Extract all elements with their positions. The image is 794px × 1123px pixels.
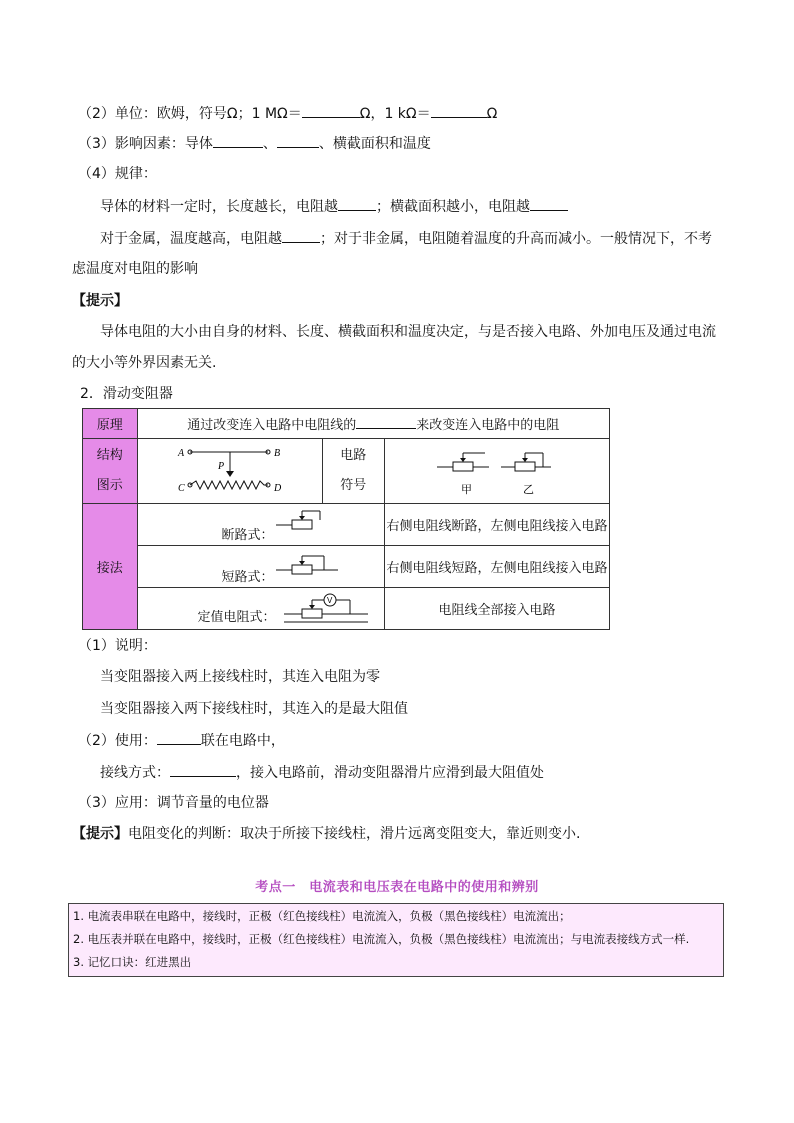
terminal-d: D — [273, 483, 281, 494]
hint-text-2: 的大小等外界因素无关. — [72, 355, 217, 371]
circuit-symbol-diagram — [385, 439, 609, 499]
tip-item-1: 1. 电流表串联在电路中，接线时，正极（红色接线柱）电流流入，负极（黑色接线柱）电流流出； — [73, 909, 571, 923]
principle-label: 原理 — [83, 409, 138, 439]
open-circuit-symbol — [276, 508, 346, 534]
structure-label-2: 图示 — [96, 478, 123, 493]
answer-blank[interactable] — [282, 228, 320, 243]
unit-line — [78, 103, 497, 124]
wiring-suffix: ，接入电路前，滑动变阻器滑片应滑到最大阻值处 — [236, 765, 544, 781]
fixed-resistor-symbol — [284, 590, 384, 624]
rule-line-3: 虑温度对电阻的影响 — [72, 261, 198, 277]
voltmeter-label: V — [326, 596, 332, 605]
answer-blank[interactable] — [157, 730, 201, 745]
answer-blank[interactable] — [356, 416, 416, 429]
symbol-jia: 甲 — [461, 483, 472, 496]
factors-line — [78, 133, 431, 154]
application-line: （3）应用：调节音量的电位器 — [78, 795, 269, 811]
structure-diagram-cell — [137, 439, 322, 504]
answer-blank[interactable] — [302, 103, 360, 118]
rule-title: （4）规律： — [78, 166, 157, 182]
section-2-title: 2．滑动变阻器 — [80, 386, 173, 402]
tips-box — [68, 903, 724, 977]
symbol-cell — [385, 439, 610, 504]
rule-line-1 — [100, 196, 568, 217]
terminal-a: A — [177, 448, 184, 459]
symbol-label — [322, 439, 384, 504]
hint-title: 【提示】 — [72, 293, 128, 309]
factors-prefix: （3）影响因素：导体 — [78, 136, 213, 152]
rheostat-table — [82, 408, 610, 630]
principle-cell — [137, 409, 609, 439]
answer-blank[interactable] — [338, 196, 376, 211]
connect-fixed-name: 定值电阻式： — [197, 610, 276, 625]
rule2-suffix: ；对于非金属，电阻随着温度的升高而减小。一般情况下，不考 — [320, 231, 712, 247]
principle-suffix: 来改变连入电路中的电阻 — [416, 418, 560, 433]
connect-open-cell — [137, 504, 384, 546]
connect-short-cell — [137, 546, 384, 588]
factors-sep: 、 — [262, 136, 277, 152]
connect-label: 接法 — [83, 504, 138, 630]
connect-fixed-desc: 电阻线全部接入电路 — [385, 588, 610, 630]
structure-label-1: 结构 — [96, 448, 123, 463]
principle-prefix: 通过改变连入电路中电阻线的 — [187, 418, 357, 433]
unit-prefix: （2）单位：欧姆，符号Ω；1 MΩ＝ — [78, 106, 302, 122]
rheostat-structure-diagram — [138, 439, 322, 499]
explain-title: （1）说明： — [78, 638, 157, 654]
hint-2-line — [72, 824, 580, 844]
rule2-prefix: 对于金属，温度越高，电阻越 — [100, 231, 282, 247]
unit-mid: Ω，1 kΩ＝ — [359, 106, 431, 122]
symbol-label-1: 电路 — [340, 448, 367, 463]
usage-line — [78, 730, 285, 751]
rule-line-2 — [100, 228, 712, 249]
unit-suffix: Ω — [486, 106, 498, 122]
explain-line-2: 当变阻器接入两下接线柱时，其连入的是最大阻值 — [100, 701, 408, 717]
hint-text-1: 导体电阻的大小由自身的材料、长度、横截面积和温度决定，与是否接入电路、外加电压及通过电流 — [100, 324, 716, 340]
connect-fixed-cell — [137, 588, 384, 630]
wiring-prefix: 接线方式： — [100, 765, 170, 781]
hint-2-text: 电阻变化的判断：取决于所接下接线柱，滑片远离变阻变大，靠近则变小. — [128, 826, 581, 842]
answer-blank[interactable] — [213, 133, 263, 148]
terminal-c: C — [177, 483, 185, 494]
terminal-b: B — [273, 448, 280, 459]
wiring-line — [100, 762, 544, 783]
short-circuit-symbol — [276, 552, 346, 578]
structure-label — [83, 439, 138, 504]
rule1-prefix: 导体的材料一定时，长度越长，电阻越 — [100, 199, 338, 215]
factors-suffix: 、横截面积和温度 — [318, 136, 431, 152]
connect-open-desc: 右侧电阻线断路，左侧电阻线接入电路 — [385, 504, 610, 546]
usage-prefix: （2）使用： — [78, 733, 157, 749]
usage-suffix: 联在电路中， — [200, 733, 285, 749]
connect-open-name: 断路式： — [221, 528, 274, 543]
answer-blank[interactable] — [431, 103, 487, 118]
tip-item-2: 2. 电压表并联在电路中，接线时，正极（红色接线柱）电流流入，负极（黑色接线柱）电流流出；与电流表接线方式一样. — [73, 932, 690, 946]
symbol-yi: 乙 — [523, 483, 534, 496]
answer-blank[interactable] — [277, 133, 319, 148]
answer-blank[interactable] — [170, 762, 236, 777]
answer-blank[interactable] — [530, 196, 568, 211]
terminal-p: P — [217, 461, 224, 472]
explain-line-1: 当变阻器接入两上接线柱时，其连入电阻为零 — [100, 669, 380, 685]
connect-short-name: 短路式： — [221, 570, 274, 585]
hint-2-title: 【提示】 — [72, 826, 128, 842]
connect-short-desc: 右侧电阻线短路，左侧电阻线接入电路 — [385, 546, 610, 588]
tip-item-3: 3. 记忆口诀：红进黑出 — [73, 955, 192, 969]
rule1-mid: ；横截面积越小，电阻越 — [376, 199, 530, 215]
symbol-label-2: 符号 — [340, 478, 367, 493]
section-heading: 考点一 电流表和电压表在电路中的使用和辨别 — [255, 880, 539, 895]
